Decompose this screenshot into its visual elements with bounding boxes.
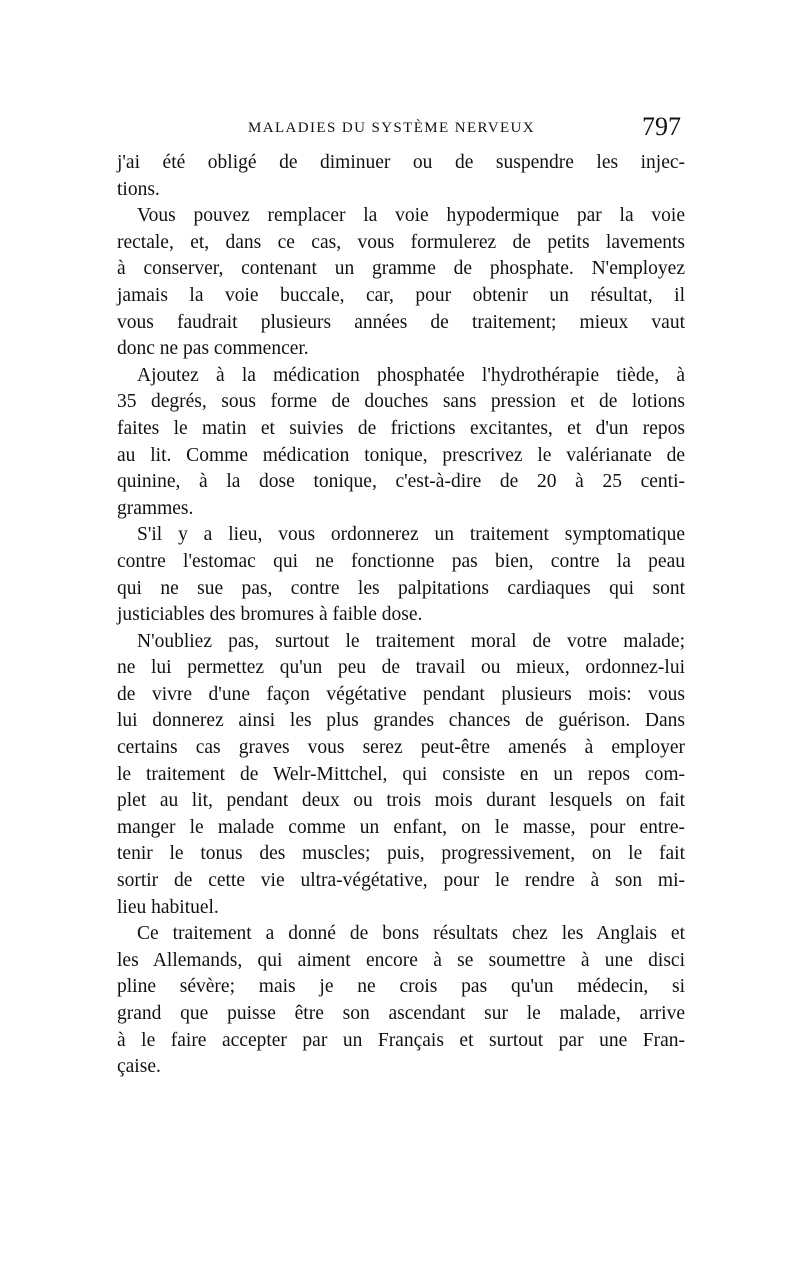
page-header — [0, 112, 800, 142]
text-line: sortir de cette vie ultra-végétative, pour le rendre à son mi- — [117, 870, 685, 892]
text-line: N'oubliez pas, surtout le traitement moral de votre malade; — [137, 630, 685, 652]
text-line: lui donnerez ainsi les plus grandes chances de guérison. Dans — [117, 710, 685, 732]
text-line: qui ne sue pas, contre les palpitations cardiaques qui sont — [117, 577, 685, 599]
text-line: pline sévère; mais je ne crois pas qu'un médecin, si — [117, 976, 685, 998]
text-line: Ce traitement a donné de bons résultats chez les Anglais et — [137, 923, 685, 945]
text-line: vous faudrait plusieurs années de traitement; mieux vaut — [117, 311, 685, 333]
text-line: tions. — [117, 178, 160, 200]
text-line: quinine, à la dose tonique, c'est-à-dire de 20 à 25 centi- — [117, 471, 685, 493]
text-line: plet au lit, pendant deux ou trois mois durant lesquels on fait — [117, 790, 685, 812]
text-line: les Allemands, qui aiment encore à se soumettre à une disci — [117, 949, 685, 971]
text-line: çaise. — [117, 1056, 161, 1078]
text-line: manger le malade comme un enfant, on le masse, pour entre- — [117, 816, 685, 838]
text-line: à conserver, contenant un gramme de phosphate. N'employez — [117, 258, 685, 280]
text-line: grammes. — [117, 497, 194, 519]
text-line: de vivre d'une façon végétative pendant plusieurs mois: vous — [117, 683, 685, 705]
text-line: donc ne pas commencer. — [117, 338, 309, 360]
text-line: ne lui permettez qu'un peu de travail ou mieux, ordonnez-lui — [117, 657, 685, 679]
text-line: certains cas graves vous serez peut-être amenés à employer — [117, 737, 685, 759]
text-line: j'ai été obligé de diminuer ou de suspendre les injec- — [117, 152, 685, 173]
page-number: 797 — [642, 112, 681, 141]
text-line: lieu habituel. — [117, 896, 219, 918]
text-line: faites le matin et suivies de frictions excitantes, et d'un repos — [117, 417, 685, 439]
text-line: le traitement de Welr-Mittchel, qui consiste en un repos com- — [117, 763, 685, 785]
running-head: MALADIES DU SYSTÈME NERVEUX — [248, 120, 536, 136]
text-line: 35 degrés, sous forme de douches sans pression et de lotions — [117, 391, 685, 413]
text-line: tenir le tonus des muscles; puis, progressivement, on le fait — [117, 843, 685, 865]
text-line: jamais la voie buccale, car, pour obtenir un résultat, il — [117, 284, 685, 306]
text-line: Ajoutez à la médication phosphatée l'hydrothérapie tiède, à — [137, 364, 685, 386]
text-line: justiciables des bromures à faible dose. — [117, 604, 423, 626]
text-line: rectale, et, dans ce cas, vous formulerez de petits lavements — [117, 231, 685, 253]
text-line: S'il y a lieu, vous ordonnerez un traitement symptomatique — [137, 524, 685, 546]
text-line: à le faire accepter par un Français et surtout par une Fran- — [117, 1029, 685, 1051]
text-line: Vous pouvez remplacer la voie hypodermique par la voie — [137, 205, 685, 227]
body-text — [117, 150, 685, 1081]
text-line: au lit. Comme médication tonique, prescrivez le valérianate de — [117, 444, 685, 466]
text-line: grand que puisse être son ascendant sur le malade, arrive — [117, 1003, 685, 1024]
text-line: contre l'estomac qui ne fonctionne pas bien, contre la peau — [117, 550, 685, 572]
